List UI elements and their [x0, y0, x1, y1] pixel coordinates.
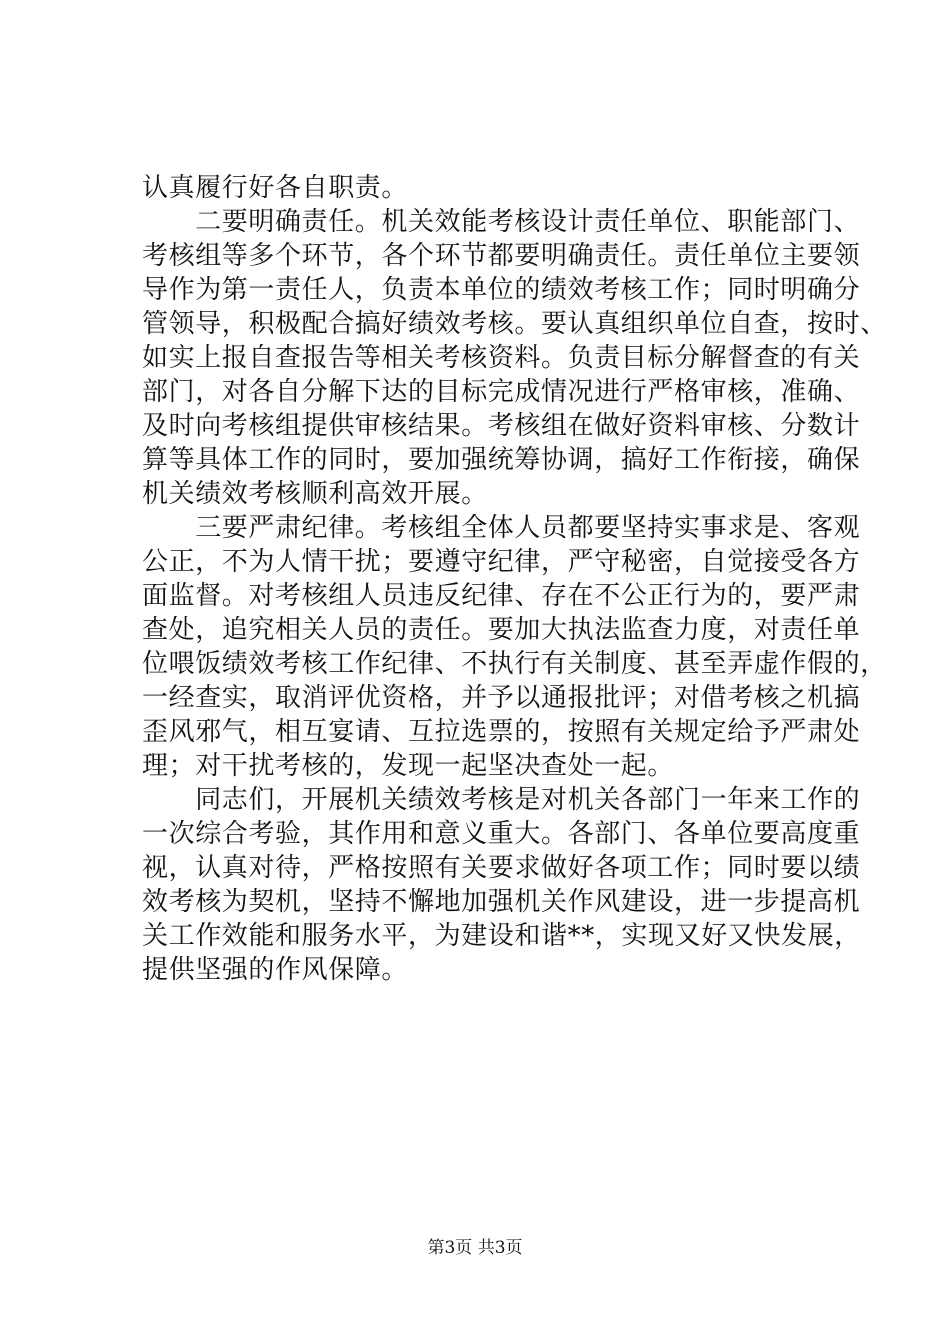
body-line: 位喂饭绩效考核工作纪律、不执行有关制度、甚至弄虚作假的， — [142, 649, 887, 679]
body-line: 二要明确责任。机关效能考核设计责任单位、职能部门、 — [142, 207, 861, 237]
page-footer: 第3页 共3页 — [427, 1238, 523, 1258]
body-line: 歪风邪气，相互宴请、互拉选票的，按照有关规定给予严肃处 — [142, 717, 861, 747]
body-line: 及时向考核组提供审核结果。考核组在做好资料审核、分数计 — [142, 411, 861, 441]
body-line: 关工作效能和服务水平，为建设和谐**，实现又好又快发展， — [142, 921, 861, 951]
body-line: 考核组等多个环节，各个环节都要明确责任。责任单位主要领 — [142, 241, 861, 271]
body-line: 理；对干扰考核的，发现一起坚决查处一起。 — [142, 751, 675, 781]
body-line: 查处，追究相关人员的责任。要加大执法监查力度，对责任单 — [142, 615, 861, 645]
body-line: 公正，不为人情干扰；要遵守纪律，严守秘密，自觉接受各方 — [142, 547, 861, 577]
body-line: 面监督。对考核组人员违反纪律、存在不公正行为的，要严肃 — [142, 581, 861, 611]
body-line: 认真履行好各自职责。 — [142, 173, 409, 203]
body-line: 提供坚强的作风保障。 — [142, 955, 409, 985]
body-line: 管领导，积极配合搞好绩效考核。要认真组织单位自查，按时、 — [142, 309, 887, 339]
body-line: 部门，对各自分解下达的目标完成情况进行严格审核，准确、 — [142, 377, 861, 407]
body-line: 同志们，开展机关绩效考核是对机关各部门一年来工作的 — [142, 785, 861, 815]
body-line: 导作为第一责任人，负责本单位的绩效考核工作；同时明确分 — [142, 275, 861, 305]
body-line: 视，认真对待，严格按照有关要求做好各项工作；同时要以绩 — [142, 853, 861, 883]
body-line: 一经查实，取消评优资格，并予以通报批评；对借考核之机搞 — [142, 683, 861, 713]
body-line: 如实上报自查报告等相关考核资料。负责目标分解督查的有关 — [142, 343, 861, 373]
body-line: 效考核为契机，坚持不懈地加强机关作风建设，进一步提高机 — [142, 887, 861, 917]
body-line: 三要严肃纪律。考核组全体人员都要坚持实事求是、客观 — [142, 513, 861, 543]
body-line: 机关绩效考核顺利高效开展。 — [142, 479, 488, 509]
body-line: 一次综合考验，其作用和意义重大。各部门、各单位要高度重 — [142, 819, 861, 849]
body-line: 算等具体工作的同时，要加强统筹协调，搞好工作衔接，确保 — [142, 445, 861, 475]
